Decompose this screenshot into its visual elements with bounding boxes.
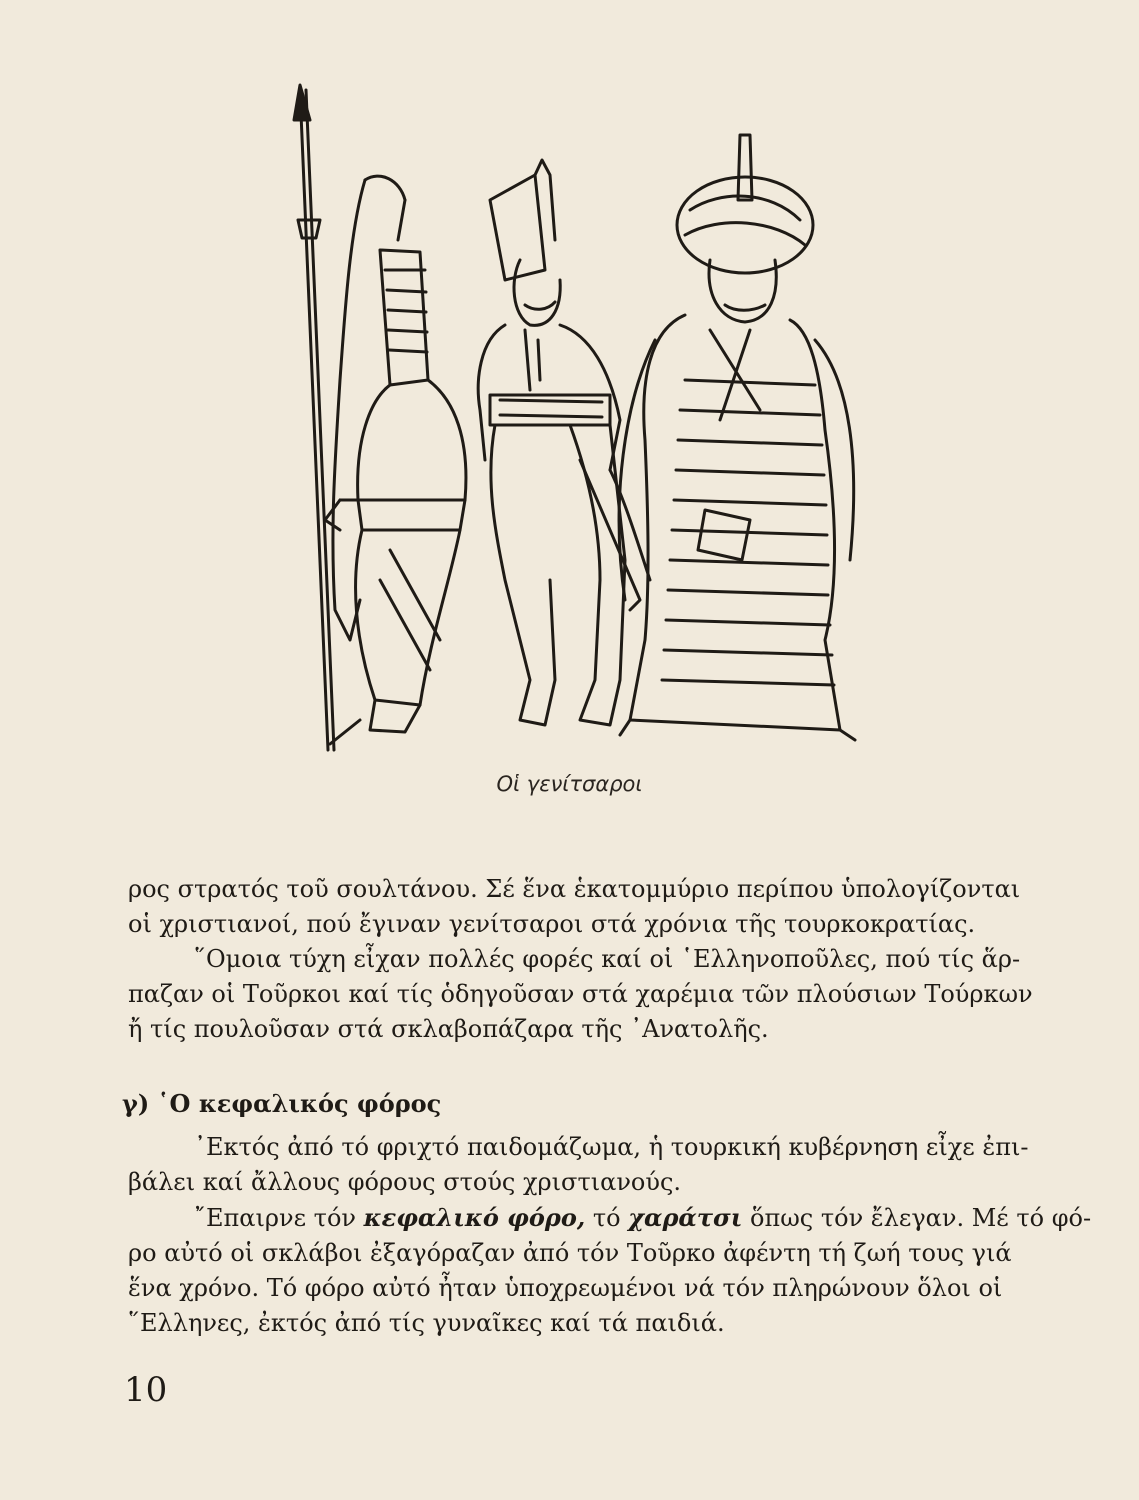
- paragraph-line: ἤ τίς πουλοῦσαν στά σκλαβοπάζαρα τῆς ᾽Ανατολῆς.: [128, 1015, 769, 1043]
- body-text-bottom: [128, 1130, 1092, 1341]
- text-run: ὅπως τόν ἔλεγαν. Μέ τό φό-: [742, 1204, 1092, 1232]
- spear-drawing: [294, 85, 360, 750]
- janissaries-illustration: [280, 80, 880, 760]
- body-text-top: [128, 872, 1033, 1047]
- figure-caption: Οἱ γενίτσαροι: [496, 772, 643, 796]
- text-run: ῎Επαιρνε τόν: [194, 1204, 364, 1232]
- janissary-back-view: [325, 176, 466, 732]
- turbaned-official: [619, 135, 855, 740]
- paragraph-line: ᾽Εκτός ἀπό τό φριχτό παιδομάζωμα, ἡ τουρκική κυβέρνηση εἶχε ἐπι-: [194, 1133, 1029, 1161]
- emphasis-term: κεφαλικό φόρο,: [363, 1203, 586, 1232]
- paragraph-line: ἕνα χρόνο. Τό φόρο αὐτό ἦταν ὑποχρεωμένοι νά τόν πληρώνουν ὅλοι οἱ: [128, 1274, 1003, 1302]
- paragraph-line: βάλει καί ἄλλους φόρους στούς χριστιανούς.: [128, 1168, 682, 1196]
- paragraph-line: ῞Ελληνες, ἐκτός ἀπό τίς γυναῖκες καί τά παιδιά.: [128, 1309, 725, 1337]
- paragraph-line: ρος στρατός τοῦ σουλτάνου. Σέ ἕνα ἑκατομμύριο περίπου ὑπολογίζονται: [128, 875, 1021, 903]
- text-run: τό: [585, 1204, 629, 1232]
- emphasis-term: χαράτσι: [628, 1203, 743, 1232]
- paragraph-line: ῞Ομοια τύχη εἶχαν πολλές φορές καί οἱ ῾Ελληνοποῦλες, πού τίς ἅρ-: [194, 945, 1021, 973]
- paragraph-line: ρο αὐτό οἱ σκλάβοι ἐξαγόραζαν ἀπό τόν Τοῦρκο ἀφέντη τή ζωή τους γιά: [128, 1239, 1012, 1267]
- page-number: 10: [124, 1370, 168, 1410]
- paragraph-line: [128, 1200, 1092, 1236]
- section-heading: γ) ῾Ο κεφαλικός φόρος: [122, 1089, 442, 1118]
- paragraph-line: οἱ χριστιανοί, πού ἔγιναν γενίτσαροι στά χρόνια τῆς τουρκοκρατίας.: [128, 910, 976, 938]
- paragraph-line: παζαν οἱ Τοῦρκοι καί τίς ὁδηγοῦσαν στά χαρέμια τῶν πλούσιων Τούρκων: [128, 980, 1033, 1008]
